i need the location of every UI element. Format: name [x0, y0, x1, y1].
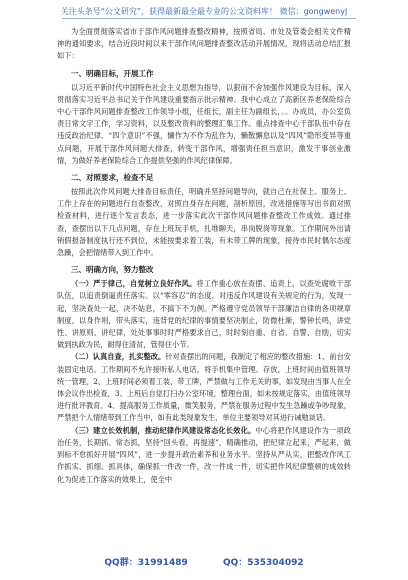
- item-1-text: 将工作重心放在查摆、追责上，以查处腐败干部队伍，以追责倒逼责任落实。以“零容忍”的态度，对违反作风建设有关规定的行为，发现一起，坚决查处一起，决不姑息，不搞下不为例。严格遵守党员领导干部廉洁自律的各项规章制度，以身作则，带头落实，违背党的纪律的事情要坚决制止，防微杜渐，警钟长鸣，讲党性、讲原则、讲纪律，处处事事时时严格要求自己，时时刻自重、自省、自警、自励，切实做到执政为民，耐得住清贫，管得住小节。: [57, 279, 351, 350]
- item-1-title: （一）严于律己，自觉树立良好作风。: [71, 279, 197, 289]
- section-3-item-1: [57, 278, 351, 351]
- section-1-title: 一、明确目标，开展工作: [71, 68, 154, 78]
- section-2-title: 二、对照要求，检查不足: [71, 173, 154, 183]
- footer-qq-group: QQ群：31991489: [104, 558, 188, 568]
- item-2-title: （二）认真自查，扎实整改。: [71, 352, 166, 362]
- document-body: [57, 26, 351, 486]
- footer-qq: QQ：535304092: [222, 558, 304, 568]
- section-2-paragraph: 按照此次作风问题大排查目标责任，明确并坚持问题导向，就自己在社保上、服务上、工作上存在的问题进行自查整改，对照自身存在问题，剖析原因，改进措施等写出书面对照检查材料，进行逐个发言表态，进一步落实此次干部作风问题排查整改工作成效。通过排查，查摆出以下几点问题，存在上班玩手机，扎堆聊天，串岗脱岗等现象。工作期间外出请销假报备制度执行还不到位，未能按要求着工装，有未带工牌的现象，接待市民时偶尔态度急躁，会把情绪带入到工作中。: [57, 187, 351, 258]
- footer-contacts: [0, 555, 408, 568]
- item-3-text: 中心将把作风建设作为一项政治任务，长期抓、常态抓，坚持“回头看，再提速”，精确推动，把纪律立起来，严起来，做到标不怠抓好开展“四风”，进一步提升政治素养和业务水平。坚持从严从实，把整改作风工作抓实、抓细、抓具体，确保抓一件改一件，改一件成一件，切实把作风纪律整顿的成效转化为促进工作落实的效果上，使全中: [57, 425, 351, 484]
- section-3-item-2: [57, 351, 351, 424]
- top-banner: 关注头条号“公文研究”，获得最新最全最专业的公文资料库！ 微信：gongwenyj: [60, 7, 348, 16]
- item-2-text: 针对查摆出的问题，我制定了相应的整改措施：1、前台安装固定电话。工作期间不允许接听私人电话，将手机集中管理。存放，上班时间由值班领导统一管理，2、上班时间必须着工装，带工牌，严禁做与工作无关的事，如发现由当事人在全体会议作出检查，3、上班后自觉打扫办公室环境，整理台面，如未按规定落实，由值班领导进行批评教育。4、提高服务工作质量，微笑服务，严禁在服务过程中发生急躁或争吵现象，严禁把个人情绪带到工作当中，如有此类现象发生，单位主要领导对其进行诫勉谈话。: [57, 352, 351, 423]
- section-3-item-3: [57, 425, 351, 486]
- section-1-paragraph: 以习近平新时代中国特色社会主义思想为指导，以狠而不舍加强作风建设为目标，深入贯彻落实习近平总书记关于作风建设重要指示批示精神。我中心成立了高新区养老保险综合中心干部作风问题排查整改工作领导小组，任组长，副主任为副组长，。。办成员，办公室负责日常文字工作，学习资料，以及整改资料的整理汇集工作。重点排查中心干部队伍中存在违反政治纪律、“四个意识”不强，慵作为不作为乱作为，懒散懈怠以及“四风”隐形变异等重点问题，开展干部作风问题大排查，转变干部作风，增强责任担当意识，激发干事创业激情，为做好养老保险综合工作提供坚强的作风纪律保障。: [57, 82, 351, 165]
- banner-divider: [62, 18, 356, 19]
- item-3-title: （三）建立长效机制，推动纪律作风建设常态化长效化。: [71, 425, 256, 435]
- section-3-title: 三、明确方向，努力整改: [71, 265, 154, 275]
- intro-paragraph: 为全面贯彻落实省市于部作风问题排查整改精神，按照省局、市处及管委会相关文件精神的通知要求，结合近段时间以来干部作风问题排查整改活动开展情况，现将活动总结汇报如下：: [57, 27, 351, 61]
